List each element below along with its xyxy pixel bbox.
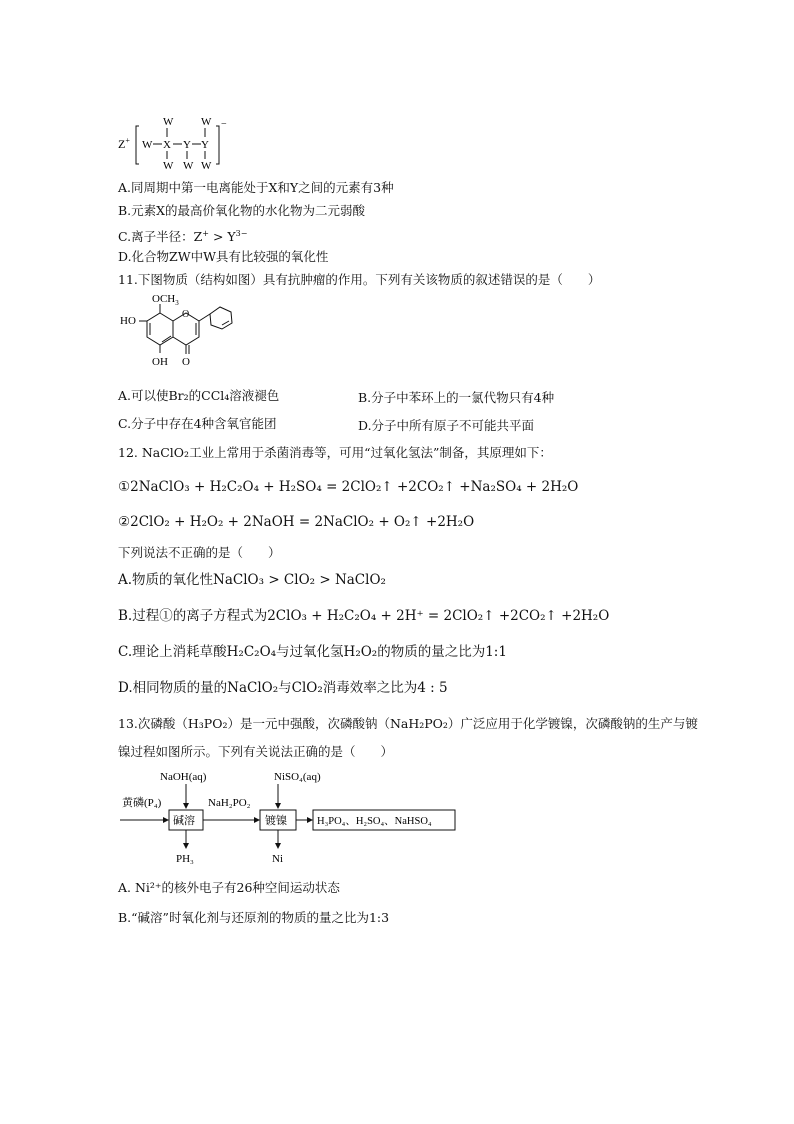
niso4-label: NiSO₄(aq) [274, 771, 321, 783]
process-flow-diagram [116, 766, 466, 866]
q10-option-c: C.离子半径：$Z^+ > Y^{3-}$ [118, 229, 248, 245]
q12-question: 下列说法不正确的是（ ） [118, 545, 281, 560]
atom-w-top-x: W [163, 116, 174, 128]
atom-x: X [163, 139, 171, 151]
ring-oxygen-label: O [182, 309, 190, 320]
alkali-dissolve-label: 碱溶 [173, 815, 195, 827]
left-bracket [136, 126, 139, 164]
methoxy-label: $OCH_3$ [152, 293, 179, 307]
nickel-plating-label: 镀镍 [265, 815, 287, 827]
flavone-structure-diagram [116, 290, 246, 370]
keto-oxygen-label: O [182, 356, 190, 368]
anion-structure-diagram [112, 112, 242, 174]
q13-option-b: B.“碱溶”时氧化剂与还原剂的物质的量之比为1:3 [118, 910, 390, 925]
q12-option-b: B.过程①的离子方程式为2ClO₃ + H₂C₂O₄ + 2H⁺ = 2ClO₂↑ +2CO₂↑ +2H₂O [118, 608, 610, 624]
q10-option-d: D.化合物ZW中W具有比较强的氧化性 [118, 249, 329, 264]
nah2po2-label: NaH₂PO₂ [208, 797, 251, 809]
q10-option-b: B.元素X的最高价氧化物的水化物为二元弱酸 [118, 203, 366, 218]
q12-equation-2: ②2ClO₂ + H₂O₂ + 2NaOH = 2NaClO₂ + O₂↑ +2H₂O [118, 514, 475, 530]
ph3-label: PH₃ [176, 853, 194, 865]
q12-option-a: A.物质的氧化性NaClO₃ > ClO₂ > NaClO₂ [118, 572, 386, 588]
q11-option-a: A.可以使Br₂的CCl₄溶液褪色 [118, 388, 280, 403]
q13-stem-line-2: 镍过程如图所示。下列有关说法正确的是（ ） [118, 744, 394, 759]
q11-option-b: B.分子中苯环上的一氯代物只有4种 [358, 390, 555, 405]
anion-charge: − [221, 119, 227, 130]
q12-option-c: C.理论上消耗草酸H₂C₂O₄与过氧化氢H₂O₂的物质的量之比为1:1 [118, 644, 507, 660]
q12-equation-1: ①2NaClO₃ + H₂C₂O₄ + H₂SO₄ = 2ClO₂↑ +2CO₂↑ +Na₂SO₄ + 2H₂O [118, 479, 579, 495]
q13-stem-line-1: 13.次磷酸（H₃PO₂）是一元中强酸，次磷酸钠（NaH₂PO₂）广泛应用于化学镀镍，次磷酸钠的生产与镀 [118, 716, 698, 731]
q13-option-a: A. Ni²⁺的核外电子有26种空间运动状态 [118, 880, 340, 895]
q11-stem: 11.下图物质（结构如图）具有抗肿瘤的作用。下列有关该物质的叙述错误的是（ ） [118, 272, 601, 287]
ni-label: Ni [272, 853, 283, 865]
z-cation-label: Z+ [118, 136, 130, 151]
atom-w-left: W [142, 139, 153, 151]
atom-y-right: Y [201, 139, 209, 151]
yellow-phosphorus-label: 黄磷(P₄) [122, 797, 162, 809]
atom-w-bottom-y2: W [201, 160, 212, 172]
atom-y-middle: Y [183, 139, 191, 151]
q12-stem: 12. NaClO₂工业上常用于杀菌消毒等，可用“过氧化氢法”制备，其原理如下： [118, 445, 552, 460]
q10-option-a: A.同周期中第一电离能处于X和Y之间的元素有3种 [118, 180, 394, 195]
q12-option-d: D.相同物质的量的NaClO₂与ClO₂消毒效率之比为4 : 5 [118, 680, 448, 696]
q11-option-c: C.分子中存在4种含氧官能团 [118, 416, 277, 431]
hydroxy-label-bottom: OH [152, 356, 168, 368]
q11-option-d: D.分子中所有原子不可能共平面 [358, 418, 535, 433]
products-label: H₃PO₄、H₂SO₄、NaHSO₄ [317, 816, 432, 827]
atom-w-bottom-x: W [163, 160, 174, 172]
right-bracket [216, 126, 219, 164]
atom-w-bottom-y1: W [183, 160, 194, 172]
naoh-label: NaOH(aq) [160, 771, 207, 783]
hydroxy-label-left: HO [120, 315, 136, 327]
atom-w-top-y2: W [201, 116, 212, 128]
